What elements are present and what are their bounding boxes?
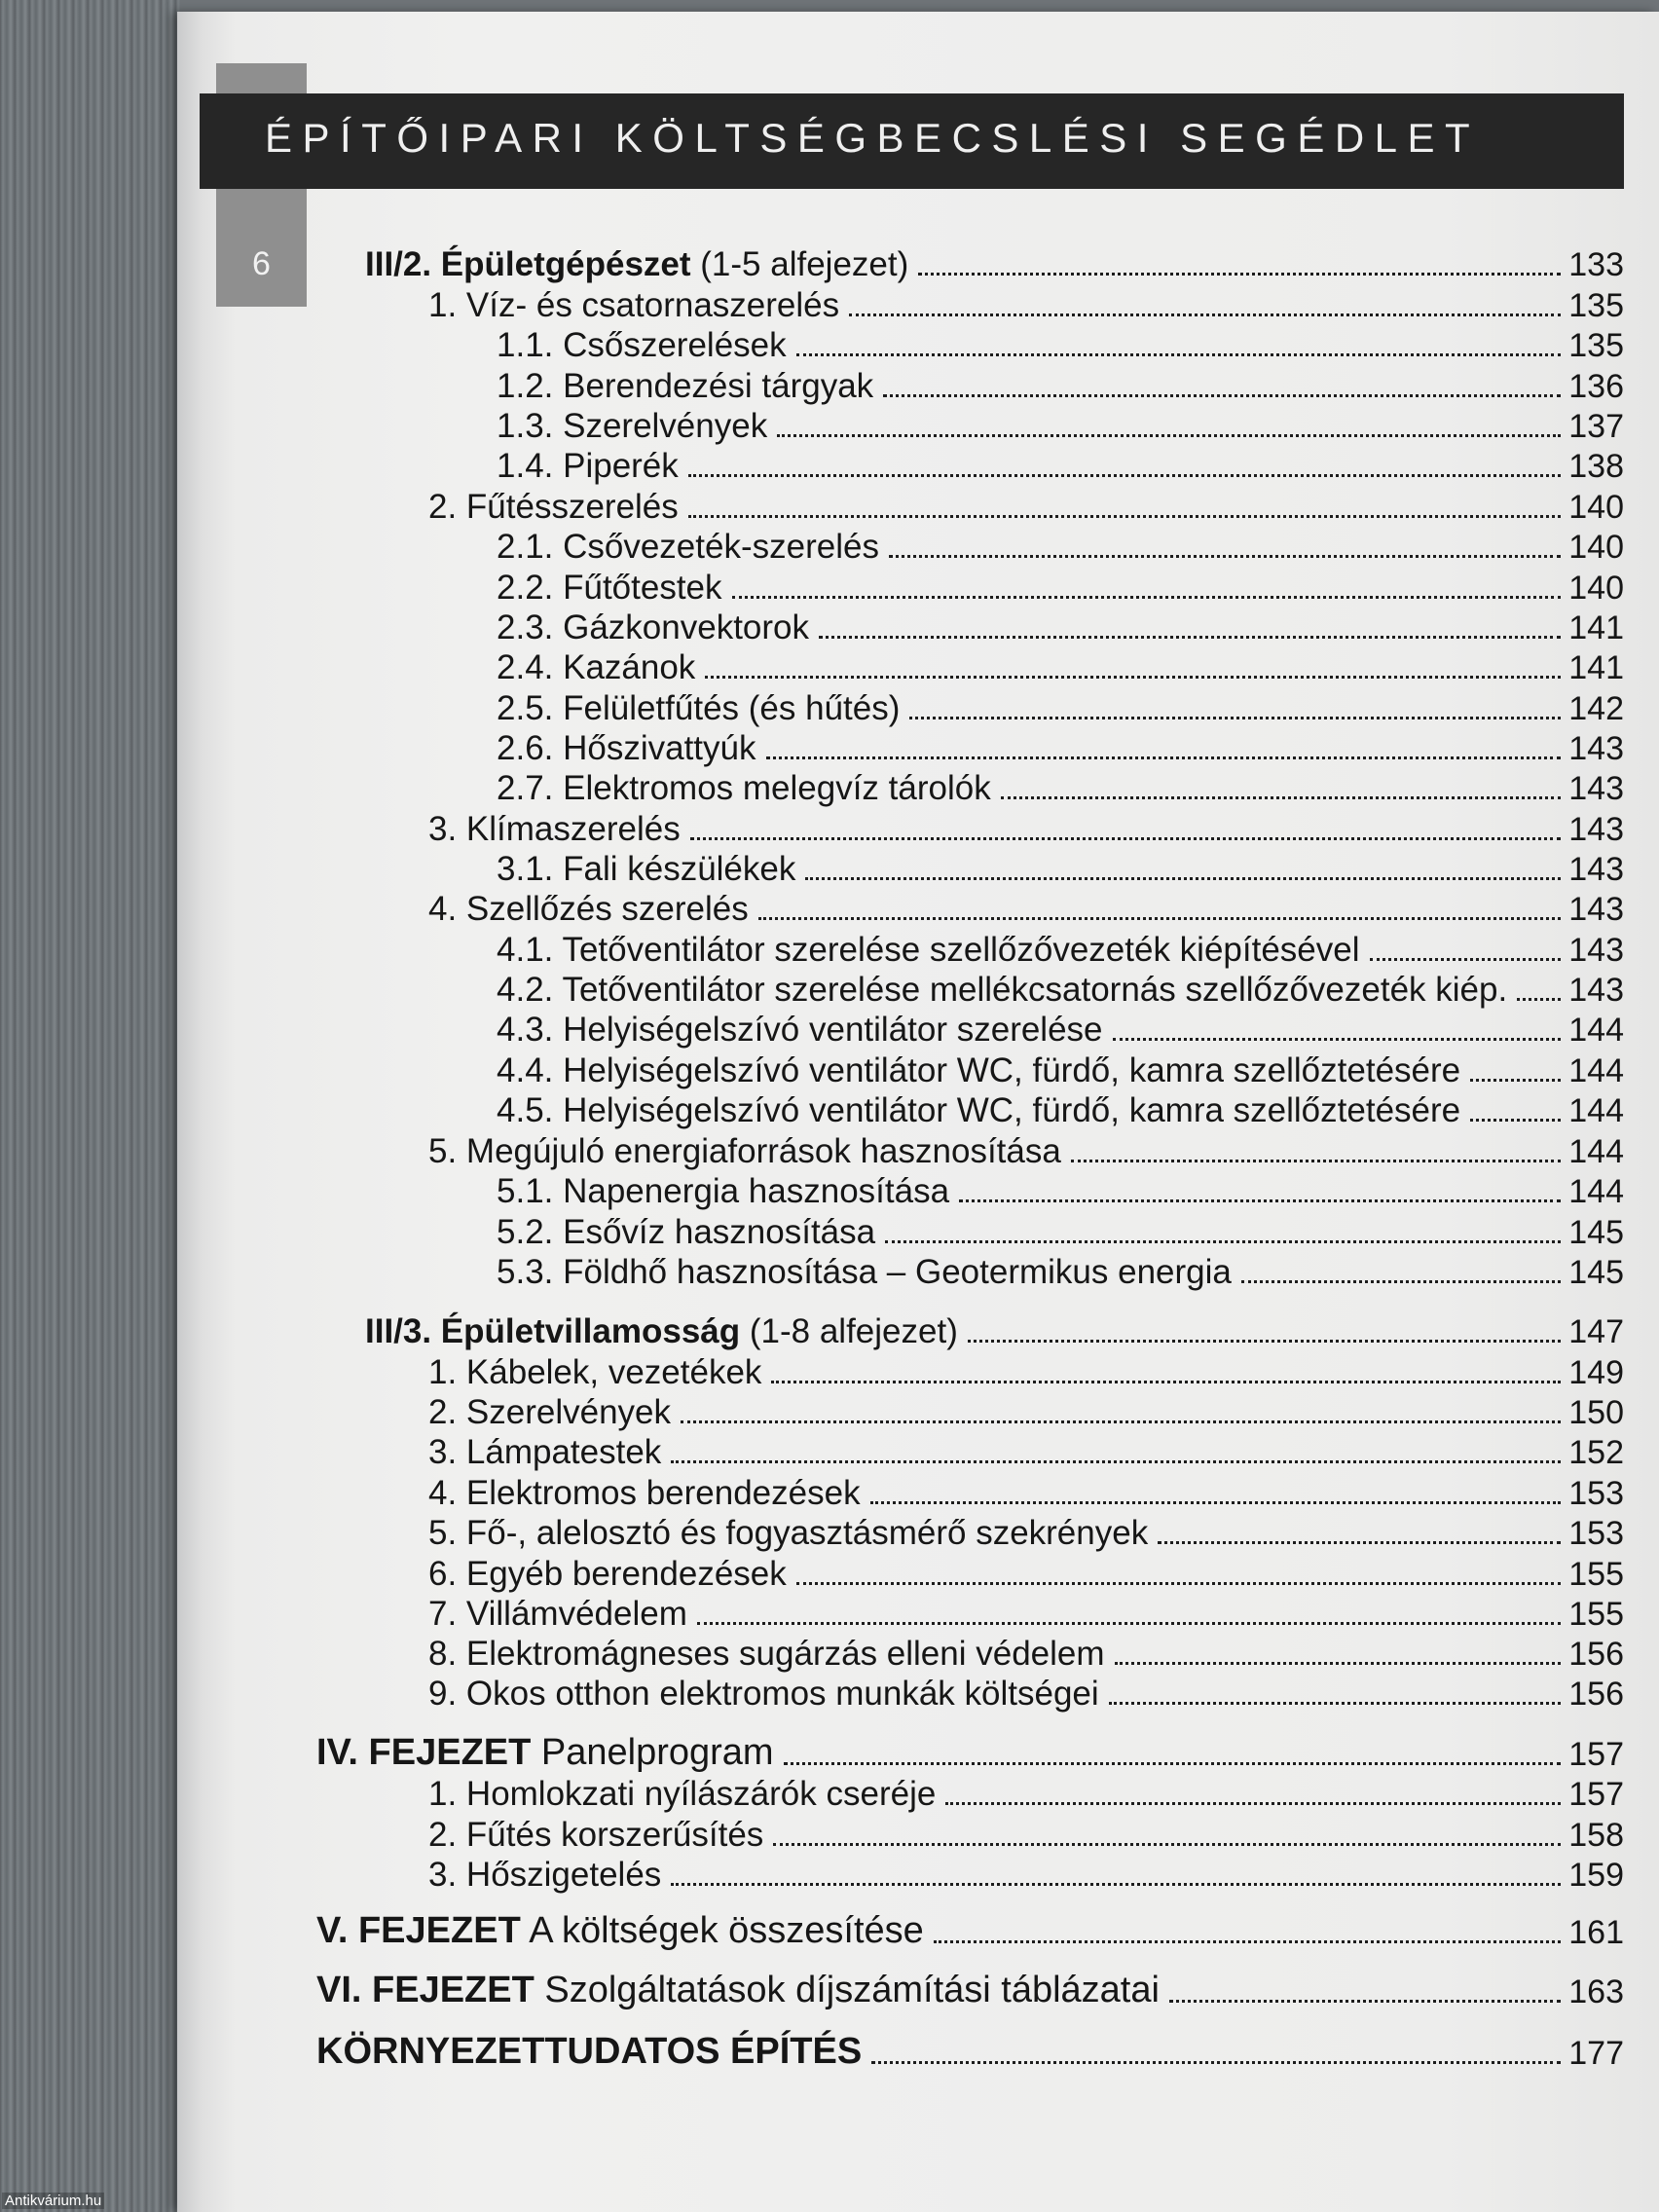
toc-entry-heading: KÖRNYEZETTUDATOS ÉPÍTÉS <box>316 2031 863 2072</box>
toc-page-number: 144 <box>1568 1052 1624 1089</box>
dot-leader <box>1169 2000 1561 2003</box>
toc-entry-text: 2.2. Fűtőtestek <box>497 569 722 607</box>
dot-leader <box>758 917 1562 920</box>
toc-entry-text: 2.4. Kazánok <box>497 648 696 686</box>
dot-leader <box>968 1340 1561 1343</box>
toc-entry-text: 2.5. Felületfűtés (és hűtés) <box>497 689 901 727</box>
dot-leader <box>1370 958 1562 961</box>
toc-entry-title <box>316 1970 1160 2011</box>
toc-entry-text: 3. Lámpatestek <box>428 1433 662 1471</box>
toc-entry <box>497 365 1624 406</box>
toc-entry-text: 1. Víz- és csatornaszerelés <box>428 286 840 324</box>
toc-entry <box>497 445 1624 486</box>
dot-leader <box>688 474 1561 477</box>
dot-leader <box>671 1460 1561 1463</box>
toc-page-number: 158 <box>1568 1817 1624 1854</box>
toc-entry-title <box>497 769 991 808</box>
toc-entry-title <box>428 1675 1099 1714</box>
toc-entry <box>428 1431 1624 1472</box>
toc-entry-text: 5.3. Földhő hasznosítása – Geotermikus energia <box>497 1253 1232 1291</box>
toc-page-number: 161 <box>1568 1914 1624 1951</box>
dot-leader <box>1517 998 1561 1001</box>
toc-entry-text: 7. Villámvédelem <box>428 1595 687 1633</box>
toc-entry-text: Szolgáltatások díjszámítási táblázatai <box>534 1970 1160 2010</box>
toc-entry-heading: III/3. Épületvillamosság <box>365 1312 741 1350</box>
page-number: 6 <box>252 245 271 282</box>
dot-leader <box>819 636 1561 639</box>
dot-leader <box>885 1240 1561 1243</box>
toc-entry-text: 1.2. Berendezési tárgyak <box>497 367 874 405</box>
dot-leader <box>871 2061 1561 2064</box>
toc-entry-title <box>497 1172 949 1211</box>
toc-entry-title <box>497 1091 1460 1130</box>
dot-leader <box>796 353 1562 356</box>
toc-entry <box>428 1593 1624 1634</box>
toc-entry-heading: V. FEJEZET <box>316 1910 521 1951</box>
toc-entry-title <box>497 971 1507 1010</box>
toc-entry-title <box>428 1816 763 1855</box>
toc-entry-title <box>428 890 749 929</box>
dot-leader <box>1113 1038 1562 1041</box>
toc-entry-text: 9. Okos otthon elektromos munkák költségei <box>428 1675 1099 1713</box>
toc-page-number: 141 <box>1568 609 1624 646</box>
toc-entry-text: 4.1. Tetőventilátor szerelése szellőzővezeték kiépítésével <box>497 931 1360 969</box>
dot-leader <box>766 756 1562 759</box>
toc-page-number: 153 <box>1568 1515 1624 1552</box>
toc-page-number: 140 <box>1568 489 1624 526</box>
toc-entry-title <box>428 1595 687 1634</box>
toc-entry-title <box>497 326 787 365</box>
toc-entry-title <box>497 729 756 768</box>
toc-entry-title <box>428 1775 936 1814</box>
toc-page-number: 150 <box>1568 1394 1624 1431</box>
toc-entry-text: 5. Megújuló energiaforrások hasznosítása <box>428 1132 1061 1170</box>
dot-leader <box>889 555 1561 558</box>
toc-entry-text: 4.5. Helyiségelszívó ventilátor WC, fürdő, kamra szellőztetésére <box>497 1091 1461 1129</box>
toc-entry-text: 2. Szerelvények <box>428 1393 672 1431</box>
toc-page-number: 144 <box>1568 1173 1624 1210</box>
toc-page-number: 177 <box>1568 2035 1624 2072</box>
toc-entry <box>365 243 1624 284</box>
dot-leader <box>1001 796 1562 799</box>
toc-entry-title <box>497 407 767 446</box>
toc-entry-title <box>428 1393 671 1432</box>
toc-entry <box>497 1251 1624 1292</box>
dot-leader <box>1241 1280 1561 1283</box>
toc-page-number: 143 <box>1568 932 1624 969</box>
toc-entry <box>497 848 1624 889</box>
toc-entry-title <box>497 528 879 567</box>
toc-page-number: 143 <box>1568 851 1624 888</box>
toc-entry <box>316 2032 1624 2073</box>
toc-entry-title <box>428 1555 787 1594</box>
toc-entry <box>497 687 1624 728</box>
toc-entry <box>497 929 1624 970</box>
toc-entry <box>497 767 1624 808</box>
dot-leader <box>796 1582 1562 1585</box>
dot-leader <box>732 596 1562 599</box>
toc-page-number: 147 <box>1568 1313 1624 1350</box>
toc-entry-text: 5. Fő-, alelosztó és fogyasztásmérő szekrények <box>428 1514 1149 1552</box>
toc-entry-title <box>497 648 695 687</box>
toc-entry-title <box>428 1132 1061 1171</box>
toc-entry-text: 5.2. Esővíz hasznosítása <box>497 1213 876 1251</box>
toc-entry-title <box>497 447 679 486</box>
toc-page-number: 157 <box>1568 1736 1624 1773</box>
toc-entry-text: Panelprogram <box>531 1732 774 1773</box>
dot-leader <box>681 1420 1561 1423</box>
toc-entry-title <box>428 1353 761 1392</box>
toc-page-number: 152 <box>1568 1434 1624 1471</box>
dot-leader <box>1109 1702 1562 1705</box>
toc-entry <box>428 1854 1624 1895</box>
toc-entry-text: 1. Kábelek, vezetékek <box>428 1353 762 1391</box>
toc-entry-title <box>428 1514 1148 1553</box>
toc-entry-text: 3.1. Fali készülékek <box>497 850 796 888</box>
toc-entry <box>497 526 1624 567</box>
toc-entry <box>497 1009 1624 1050</box>
toc-entry <box>428 1553 1624 1594</box>
toc-entry-text: 2. Fűtés korszerűsítés <box>428 1816 764 1854</box>
toc-entry <box>316 1971 1624 2011</box>
toc-entry-title <box>428 1635 1105 1674</box>
toc-entry-text: 2.1. Csővezeték-szerelés <box>497 528 879 566</box>
toc-entry <box>428 1814 1624 1855</box>
dot-leader <box>771 1381 1561 1383</box>
toc-entry-title <box>497 931 1360 970</box>
toc-entry-text: 3. Klímaszerelés <box>428 810 681 848</box>
dot-leader <box>934 1940 1561 1943</box>
dot-leader <box>945 1802 1561 1805</box>
toc-entry-text: 4.4. Helyiségelszívó ventilátor WC, fürdő, kamra szellőztetésére <box>497 1051 1461 1089</box>
toc-entry-heading: VI. FEJEZET <box>316 1970 535 2010</box>
toc-entry-text: 1.1. Csőszerelések <box>497 326 787 364</box>
toc-page-number: 143 <box>1568 891 1624 928</box>
toc-entry-text: 8. Elektromágneses sugárzás elleni védelem <box>428 1635 1105 1673</box>
toc-page-number: 145 <box>1568 1214 1624 1251</box>
toc-entry-text: 2.3. Gázkonvektorok <box>497 608 809 646</box>
toc-entry-title <box>428 488 679 527</box>
toc-entry-text: 6. Egyéb berendezések <box>428 1555 787 1593</box>
toc-page-number: 143 <box>1568 811 1624 848</box>
dot-leader <box>1470 1079 1561 1082</box>
toc-page-number: 159 <box>1568 1857 1624 1894</box>
toc-page-number: 145 <box>1568 1254 1624 1291</box>
toc-entry-heading: III/2. Épületgépészet <box>365 245 691 283</box>
toc-page-number: 163 <box>1568 1973 1624 2010</box>
watermark: Antikvárium.hu <box>2 2193 104 2209</box>
dot-leader <box>705 676 1561 679</box>
toc-entry-title <box>497 608 809 647</box>
dot-leader <box>777 434 1561 437</box>
toc-entry <box>497 1170 1624 1211</box>
toc-page-number: 143 <box>1568 972 1624 1009</box>
dot-leader <box>918 273 1561 276</box>
toc-entry-title <box>428 1433 661 1472</box>
toc-page-number: 135 <box>1568 327 1624 364</box>
toc-page-number: 141 <box>1568 649 1624 686</box>
toc-entry-title <box>316 1732 774 1774</box>
toc-entry-text: 4. Elektromos berendezések <box>428 1474 861 1512</box>
dot-leader <box>870 1501 1562 1504</box>
toc-entry-text: 5.1. Napenergia hasznosítása <box>497 1172 950 1210</box>
toc-entry <box>497 1211 1624 1252</box>
toc-entry-title <box>365 1312 958 1351</box>
toc-page-number: 135 <box>1568 287 1624 324</box>
toc-page-number: 143 <box>1568 770 1624 807</box>
toc-entry <box>497 567 1624 608</box>
dot-leader <box>1470 1119 1561 1122</box>
toc-page-number: 156 <box>1568 1636 1624 1673</box>
toc-entry-title <box>497 1011 1103 1050</box>
toc-page-number: 157 <box>1568 1776 1624 1813</box>
toc-entry-title <box>497 1253 1232 1292</box>
toc-entry <box>497 1050 1624 1090</box>
toc-entry-title <box>497 1051 1460 1090</box>
toc-entry-text: 2.6. Hőszivattyúk <box>497 729 756 767</box>
toc-entry <box>428 1130 1624 1171</box>
toc-entry-text: 1. Homlokzati nyílászárók cseréje <box>428 1775 937 1813</box>
toc-page-number: 144 <box>1568 1092 1624 1129</box>
toc-entry <box>497 646 1624 687</box>
toc-entry <box>428 1512 1624 1553</box>
toc-entry-title <box>497 367 873 406</box>
toc-entry-title <box>497 1213 875 1252</box>
dot-leader <box>697 1622 1561 1625</box>
toc-page-number: 143 <box>1568 730 1624 767</box>
toc-entry <box>428 1773 1624 1814</box>
toc-entry-title <box>316 1910 924 1952</box>
header-title: ÉPÍTŐIPARI KÖLTSÉGBECSLÉSI SEGÉDLET <box>265 115 1481 161</box>
toc-entry <box>497 607 1624 647</box>
toc-page-number: 140 <box>1568 570 1624 607</box>
dot-leader <box>1158 1541 1561 1544</box>
toc-entry <box>428 486 1624 527</box>
toc-entry <box>497 405 1624 446</box>
toc-entry-title <box>428 1474 861 1513</box>
toc-entry <box>428 1673 1624 1714</box>
toc-page-number: 155 <box>1568 1596 1624 1633</box>
toc-page-number: 137 <box>1568 408 1624 445</box>
toc-page-number: 156 <box>1568 1676 1624 1713</box>
toc-entry-text: (1-5 alfejezet) <box>690 245 909 283</box>
toc-entry <box>497 969 1624 1010</box>
toc-page-number: 144 <box>1568 1133 1624 1170</box>
toc-entry-text: 4. Szellőzés szerelés <box>428 890 749 928</box>
toc-entry <box>428 1351 1624 1392</box>
dot-leader <box>773 1843 1561 1846</box>
toc-entry <box>428 1391 1624 1432</box>
toc-page-number: 144 <box>1568 1012 1624 1049</box>
dot-leader <box>909 717 1561 719</box>
toc-entry-text: 4.2. Tetőventilátor szerelése mellékcsatornás szellőzővezeték kiép. <box>497 971 1508 1009</box>
toc-page-number: 153 <box>1568 1475 1624 1512</box>
dot-leader <box>805 877 1561 880</box>
toc-entry <box>497 324 1624 365</box>
toc-page-number: 155 <box>1568 1556 1624 1593</box>
toc-entry <box>428 284 1624 325</box>
toc-entry-title <box>316 2031 862 2073</box>
toc-entry <box>497 727 1624 768</box>
toc-entry <box>316 1911 1624 1952</box>
toc-entry-text: 1.4. Piperék <box>497 447 679 485</box>
toc-entry-text: 4.3. Helyiségelszívó ventilátor szerelése <box>497 1011 1103 1049</box>
toc-page-number: 140 <box>1568 529 1624 566</box>
toc-entry-text: (1-8 alfejezet) <box>740 1312 958 1350</box>
toc-page-number: 142 <box>1568 690 1624 727</box>
toc-entry-text: A költségek összesítése <box>520 1910 924 1951</box>
toc-page-number: 136 <box>1568 368 1624 405</box>
toc-entry <box>365 1310 1624 1351</box>
dot-leader <box>959 1199 1561 1202</box>
toc-entry <box>428 888 1624 929</box>
dot-leader <box>849 313 1561 316</box>
toc-entry-title <box>497 850 795 889</box>
toc-page-number: 138 <box>1568 448 1624 485</box>
toc-page-number: 149 <box>1568 1354 1624 1391</box>
toc-entry-text: 2.7. Elektromos melegvíz tárolók <box>497 769 991 807</box>
dot-leader <box>1115 1662 1562 1665</box>
toc-entry-title <box>428 810 681 849</box>
toc-entry <box>428 1472 1624 1513</box>
toc-entry-text: 2. Fűtésszerelés <box>428 488 679 526</box>
toc-entry <box>428 808 1624 849</box>
dot-leader <box>671 1883 1561 1886</box>
toc-entry-title <box>428 1856 661 1895</box>
toc-entry-heading: IV. FEJEZET <box>316 1732 532 1773</box>
toc-entry <box>497 1089 1624 1130</box>
toc-entry-text: 1.3. Szerelvények <box>497 407 768 445</box>
dot-leader <box>883 394 1561 397</box>
toc-entry <box>428 1633 1624 1674</box>
toc-entry-title <box>365 245 908 284</box>
dot-leader <box>784 1762 1562 1765</box>
dot-leader <box>688 515 1561 518</box>
dot-leader <box>690 837 1562 840</box>
toc-entry-title <box>497 689 900 728</box>
dot-leader <box>1071 1160 1561 1162</box>
toc-entry <box>316 1733 1624 1774</box>
toc-page-number: 133 <box>1568 246 1624 283</box>
toc-entry-title <box>497 569 722 608</box>
toc-entry-text: 3. Hőszigetelés <box>428 1856 662 1894</box>
toc-entry-title <box>428 286 839 325</box>
